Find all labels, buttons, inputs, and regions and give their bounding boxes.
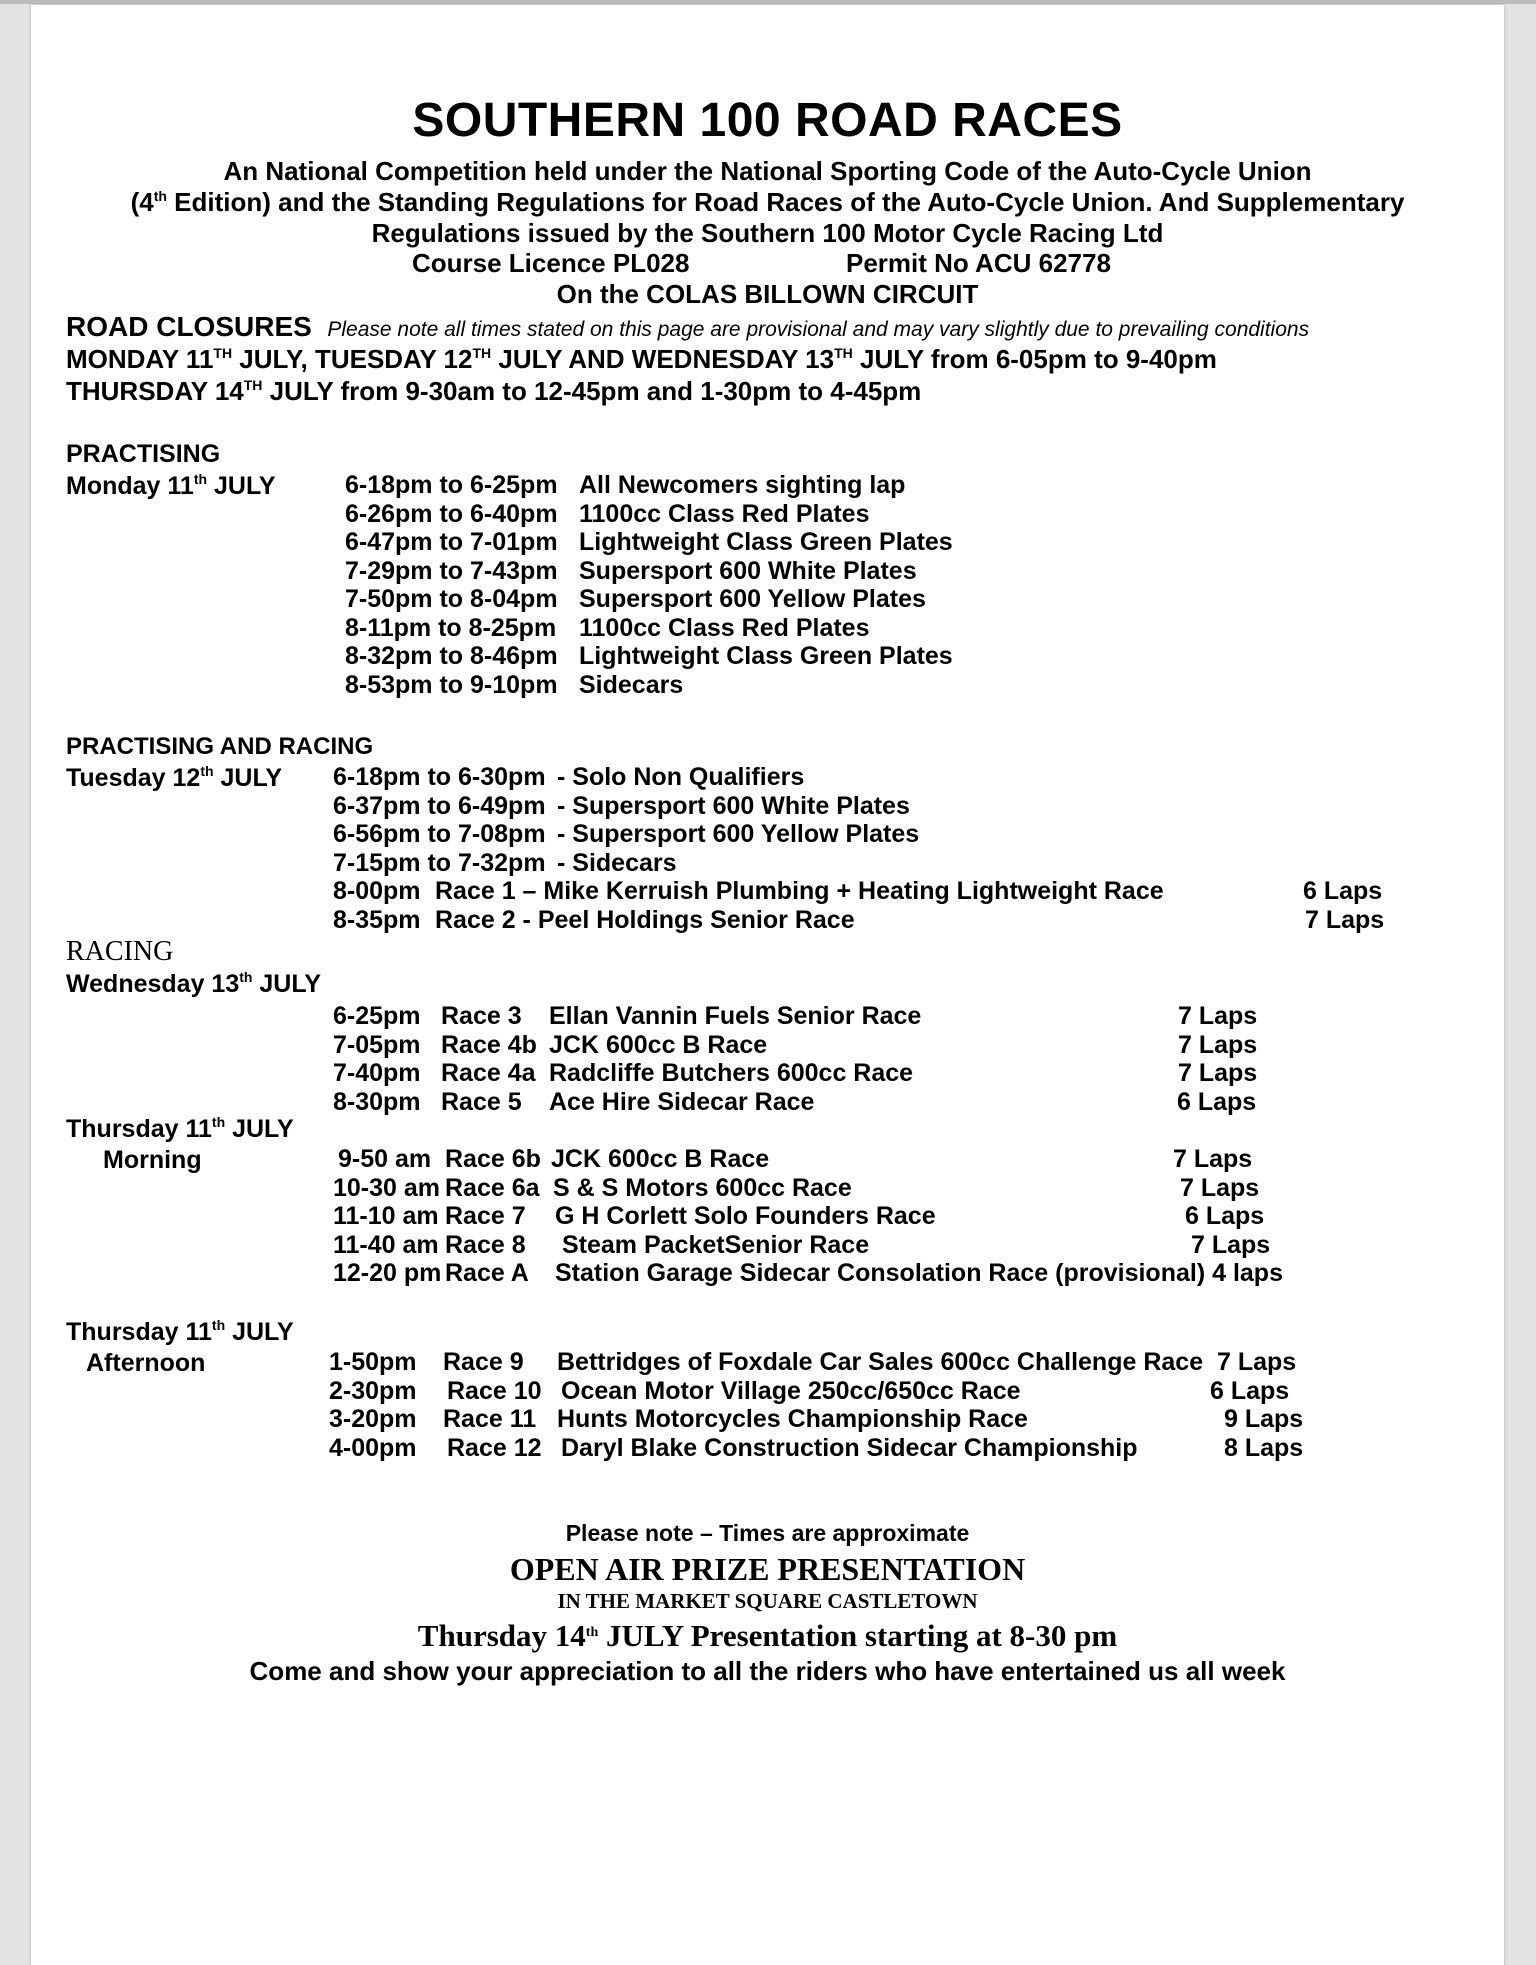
practise-time-row: 6-26pm to 6-40pm 1100cc Class Red Plates (345, 499, 870, 528)
practising-day: Monday 11th JULY (66, 471, 276, 500)
morning-session-label: Morning (103, 1146, 202, 1174)
wednesday-day: Wednesday 13th JULY (66, 969, 322, 998)
race-row: 9-50 am Race 6b JCK 600cc B Race 7 Laps (338, 1145, 1253, 1173)
race-row: 12-20 pm Race A Station Garage Sidecar Consolation Race (provisional) 4 laps (333, 1259, 1283, 1287)
practise-time-row: 6-18pm to 6-30pm - Solo Non Qualifiers (333, 763, 805, 791)
presentation-date: Thursday 14th JULY Presentation starting at 8-30 pm (417, 1618, 1118, 1653)
times-approximate-note: Please note – Times are approximate (565, 1520, 970, 1546)
course-licence: Course Licence PL028 (412, 248, 690, 278)
race-row: 11-40 am Race 8 Steam PacketSenior Race 7 Laps (333, 1230, 1271, 1259)
header-line-3: Regulations issued by the Southern 100 Motor Cycle Racing Ltd (371, 218, 1164, 248)
circuit-name: On the COLAS BILLOWN CIRCUIT (556, 279, 979, 309)
race-row: 8-30pm Race 5 Ace Hire Sidecar Race 6 Laps (333, 1087, 1257, 1116)
practising-racing-heading: PRACTISING AND RACING (66, 733, 374, 760)
header-line-2: (4th Edition) and the Standing Regulations for Road Races of the Auto-Cycle Union. And Supplementary (130, 187, 1405, 217)
practise-time-row: 6-47pm to 7-01pm Lightweight Class Green Plates (345, 528, 953, 556)
practising-times (345, 471, 953, 699)
appreciation-message: Come and show your appreciation to all the riders who have entertained us all week (249, 1656, 1286, 1686)
road-closures-line (66, 311, 1309, 346)
practise-time-row: 7-15pm to 7-32pm - Sidecars (333, 848, 677, 877)
wednesday-races (333, 1002, 1257, 1116)
page-title: SOUTHERN 100 ROAD RACES (412, 94, 1123, 147)
thursday-morning-races (333, 1145, 1283, 1288)
race-row: 7-05pm Race 4b JCK 600cc B Race 7 Laps (333, 1030, 1258, 1059)
practise-time-row: 7-29pm to 7-43pm Supersport 600 White Plates (345, 556, 917, 585)
practise-time-row: 8-32pm to 8-46pm Lightweight Class Green Plates (345, 642, 953, 670)
practise-time-row: 8-11pm to 8-25pm 1100cc Class Red Plates (345, 613, 870, 642)
afternoon-session-label: Afternoon (86, 1349, 206, 1377)
race-row: 4-00pm Race 12 Daryl Blake Construction Sidecar Championship 8 Laps (329, 1433, 1304, 1462)
race-row: 2-30pm Race 10 Ocean Motor Village 250cc/650cc Race 6 Laps (329, 1376, 1290, 1405)
thursday-afternoon-races (329, 1348, 1303, 1462)
tuesday-races (333, 877, 1384, 935)
practise-time-row: 7-50pm to 8-04pm Supersport 600 Yellow Plates (345, 585, 926, 613)
thursday-morning-day: Thursday 11th JULY (66, 1114, 294, 1143)
tuesday-practise-times (333, 763, 919, 877)
road-closure-days-1: MONDAY 11TH JULY, TUESDAY 12TH JULY AND WEDNESDAY 13TH JULY from 6-05pm to 9-40pm (66, 344, 1217, 374)
permit-number: Permit No ACU 62778 (846, 248, 1111, 278)
race-row: 7-40pm Race 4a Radcliffe Butchers 600cc Race 7 Laps (333, 1059, 1258, 1087)
race-row: 6-25pm Race 3 Ellan Vannin Fuels Senior Race 7 Laps (333, 1002, 1258, 1030)
race-row: 3-20pm Race 11 Hunts Motorcycles Championship Race 9 Laps (329, 1405, 1304, 1433)
practise-time-row: 6-37pm to 6-49pm - Supersport 600 White Plates (333, 791, 910, 820)
race-row: 10-30 am Race 6a S & S Motors 600cc Race 7 Laps (333, 1173, 1260, 1202)
race-row: 11-10 am Race 7 G H Corlett Solo Founders Race 6 Laps (333, 1202, 1265, 1230)
road-closure-days-2: THURSDAY 14TH JULY from 9-30am to 12-45pm and 1-30pm to 4-45pm (66, 376, 922, 406)
race-row: 8-35pm Race 2 - Peel Holdings Senior Race 7 Laps (333, 906, 1385, 934)
presentation-location: IN THE MARKET SQUARE CASTLETOWN (557, 1589, 978, 1613)
window-top-edge (0, 0, 1536, 4)
race-row: 1-50pm Race 9 Bettridges of Foxdale Car Sales 600cc Challenge Race 7 Laps (329, 1348, 1297, 1376)
thursday-afternoon-day: Thursday 11th JULY (66, 1317, 294, 1346)
practising-heading: PRACTISING (66, 440, 221, 468)
practising-racing-day: Tuesday 12th JULY (66, 763, 283, 792)
practise-time-row: 6-56pm to 7-08pm - Supersport 600 Yellow Plates (333, 820, 920, 848)
practise-time-row: 6-18pm to 6-25pm All Newcomers sighting lap (345, 471, 906, 499)
race-row: 8-00pm Race 1 – Mike Kerruish Plumbing + Heating Lightweight Race 6 Laps (333, 877, 1383, 905)
racing-heading: RACING (66, 936, 174, 967)
document-page[interactable] (31, 5, 1504, 1965)
prize-presentation-heading: OPEN AIR PRIZE PRESENTATION (509, 1551, 1026, 1587)
provisional-times-note: Please note all times stated on this page are provisional and may vary slightly due to prevailing conditions (327, 318, 1310, 341)
practise-time-row: 8-53pm to 9-10pm Sidecars (345, 670, 684, 699)
road-closures-heading: ROAD CLOSURES (66, 311, 312, 342)
header-line-1: An National Competition held under the National Sporting Code of the Auto-Cycle Union (223, 156, 1312, 186)
